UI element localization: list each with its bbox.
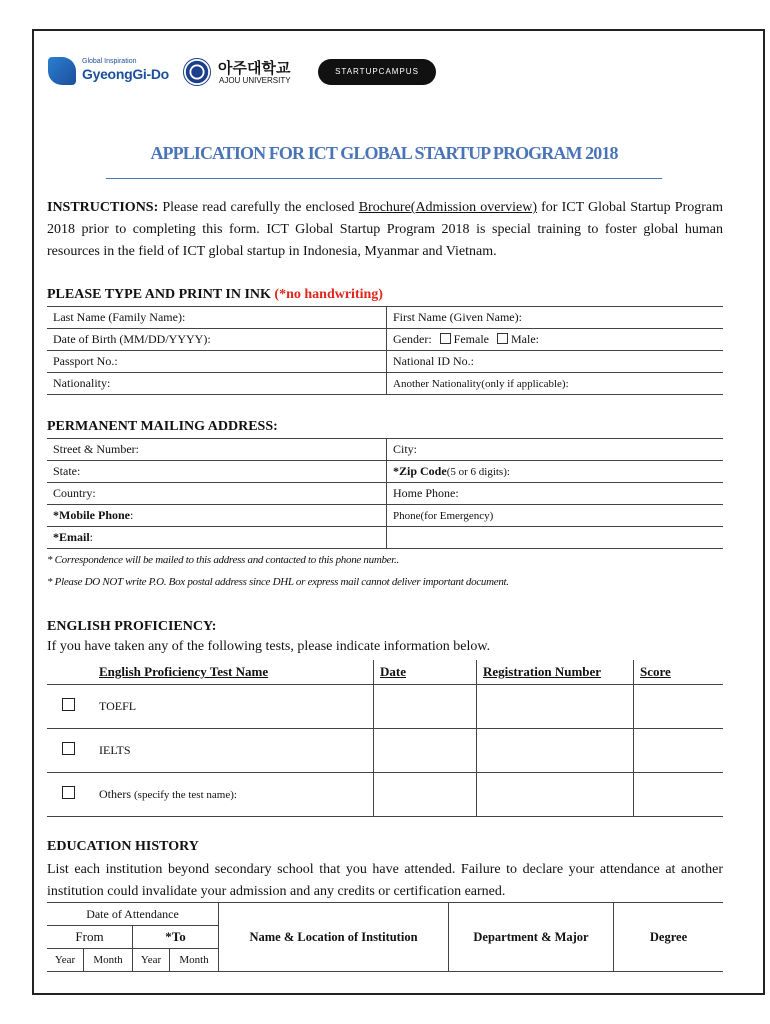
email-label: *Email [53,530,90,544]
ielts-checkbox[interactable] [62,742,75,755]
zip-label: *Zip Code [393,464,447,478]
to-month: Month [170,949,219,972]
ajou-english-name: AJOU UNIVERSITY [219,76,291,85]
toefl-reg-cell[interactable] [477,685,634,729]
mobile-label: *Mobile Phone [53,508,130,522]
date-of-attendance-header: Date of Attendance [47,903,219,926]
female-checkbox[interactable] [440,333,451,344]
col-registration [477,660,634,685]
ielts-date-cell[interactable] [374,729,477,773]
from-header: From [47,926,133,949]
title-underline [106,178,662,179]
col-score [634,660,724,685]
toefl-date-cell[interactable] [374,685,477,729]
col-registration-label: Registration Number [483,664,602,679]
zip-field[interactable] [387,461,724,483]
to-header: *To [133,926,219,949]
male-label: Male: [510,332,539,346]
instructions [47,197,723,263]
others-check-cell [47,773,89,817]
education-intro: List each institution beyond secondary school that you have attended. Failure to declare your attendance at another institution could invalidate your admission and any credits or certification earned. [47,862,723,899]
no-handwriting-note: (*no handwriting) [274,287,383,302]
nationality-field[interactable]: Nationality: [47,373,387,395]
ajou-seal-icon [183,58,211,86]
home-phone-field[interactable]: Home Phone: [387,483,724,505]
col-date-label: Date [380,664,406,679]
col-institution: Name & Location of Institution [219,903,449,972]
mobile-colon: : [130,508,134,522]
zip-hint: (5 or 6 digits): [446,466,510,478]
instructions-text-before: Please read carefully the enclosed [158,200,359,215]
address-heading: PERMANENT MAILING ADDRESS: [47,419,278,434]
ielts-label: IELTS [89,729,374,773]
personal-heading [47,287,383,303]
others-checkbox[interactable] [62,786,75,799]
col-test-name-label: English Proficiency Test Name [99,664,269,679]
page-title: APPLICATION FOR ICT GLOBAL STARTUP PROGRAM 2018 [150,143,618,163]
test-row-toefl [47,685,723,729]
personal-info-table [47,306,723,395]
toefl-score-cell[interactable] [634,685,724,729]
blank-header [47,660,89,685]
national-id-field[interactable]: National ID No.: [387,351,724,373]
gyeonggi-name: GyeongGi-Do [82,66,169,82]
brochure-link[interactable]: Brochure(Admission overview) [358,200,537,215]
male-checkbox[interactable] [497,333,508,344]
city-field[interactable]: City: [387,439,724,461]
english-test-table [47,660,723,817]
state-field[interactable]: State: [47,461,387,483]
instructions-text-after: for ICT Global Startup Program 2018 prior to completing this form. ICT Global Startup Program 2018 is special training to foster global human resources in the field of ICT global startup in Indonesia, Myanmar and Vietnam. [47,200,724,259]
education-table [47,902,723,972]
toefl-label: TOEFL [89,685,374,729]
gyeonggi-logo-icon [48,57,76,85]
others-reg-cell[interactable] [477,773,634,817]
to-year: Year [133,949,170,972]
test-row-others [47,773,723,817]
col-score-label: Score [640,664,671,679]
emergency-phone-field[interactable]: Phone(for Emergency) [387,505,724,527]
education-heading: EDUCATION HISTORY [47,839,199,854]
gender-field [387,329,724,351]
gyeonggi-tagline: Global Inspiration [82,58,137,65]
from-month: Month [84,949,133,972]
ajou-korean-name: 아주대학교 [218,59,291,77]
others-label: Others [99,787,131,801]
others-label-cell[interactable] [89,773,374,817]
others-note: (specify the test name): [134,789,237,801]
col-test-name [89,660,374,685]
english-heading: ENGLISH PROFICIENCY: [47,619,217,634]
street-field[interactable]: Street & Number: [47,439,387,461]
personal-heading-text: PLEASE TYPE AND PRINT IN INK [47,287,275,302]
others-date-cell[interactable] [374,773,477,817]
from-year: Year [47,949,84,972]
address-table [47,438,723,549]
ielts-check-cell [47,729,89,773]
dob-field[interactable]: Date of Birth (MM/DD/YYYY): [47,329,387,351]
col-degree: Degree [614,903,724,972]
first-name-field[interactable]: First Name (Given Name): [387,307,724,329]
female-label: Female [453,332,489,346]
email-colon: : [89,530,94,544]
correspondence-note: * Correspondence will be mailed to this address and contacted to this phone number.. [47,554,399,566]
col-date [374,660,477,685]
last-name-field[interactable]: Last Name (Family Name): [47,307,387,329]
instructions-label: INSTRUCTIONS: [47,200,159,215]
startup-campus-logo: STARTUPCAMPUS [318,59,436,85]
email-field[interactable] [47,527,387,549]
po-box-note: * Please DO NOT write P.O. Box postal address since DHL or express mail cannot deliver important document. [47,576,509,588]
mobile-phone-field[interactable] [47,505,387,527]
others-score-cell[interactable] [634,773,724,817]
email-blank-cell [387,527,724,549]
test-row-ielts [47,729,723,773]
country-field[interactable]: Country: [47,483,387,505]
another-nationality-field[interactable]: Another Nationality(only if applicable): [387,373,724,395]
english-intro: If you have taken any of the following tests, please indicate information below. [47,639,491,654]
ielts-reg-cell[interactable] [477,729,634,773]
col-department: Department & Major [449,903,614,972]
passport-field[interactable]: Passport No.: [47,351,387,373]
toefl-check-cell [47,685,89,729]
toefl-checkbox[interactable] [62,698,75,711]
gender-label: Gender: [393,332,432,346]
ielts-score-cell[interactable] [634,729,724,773]
